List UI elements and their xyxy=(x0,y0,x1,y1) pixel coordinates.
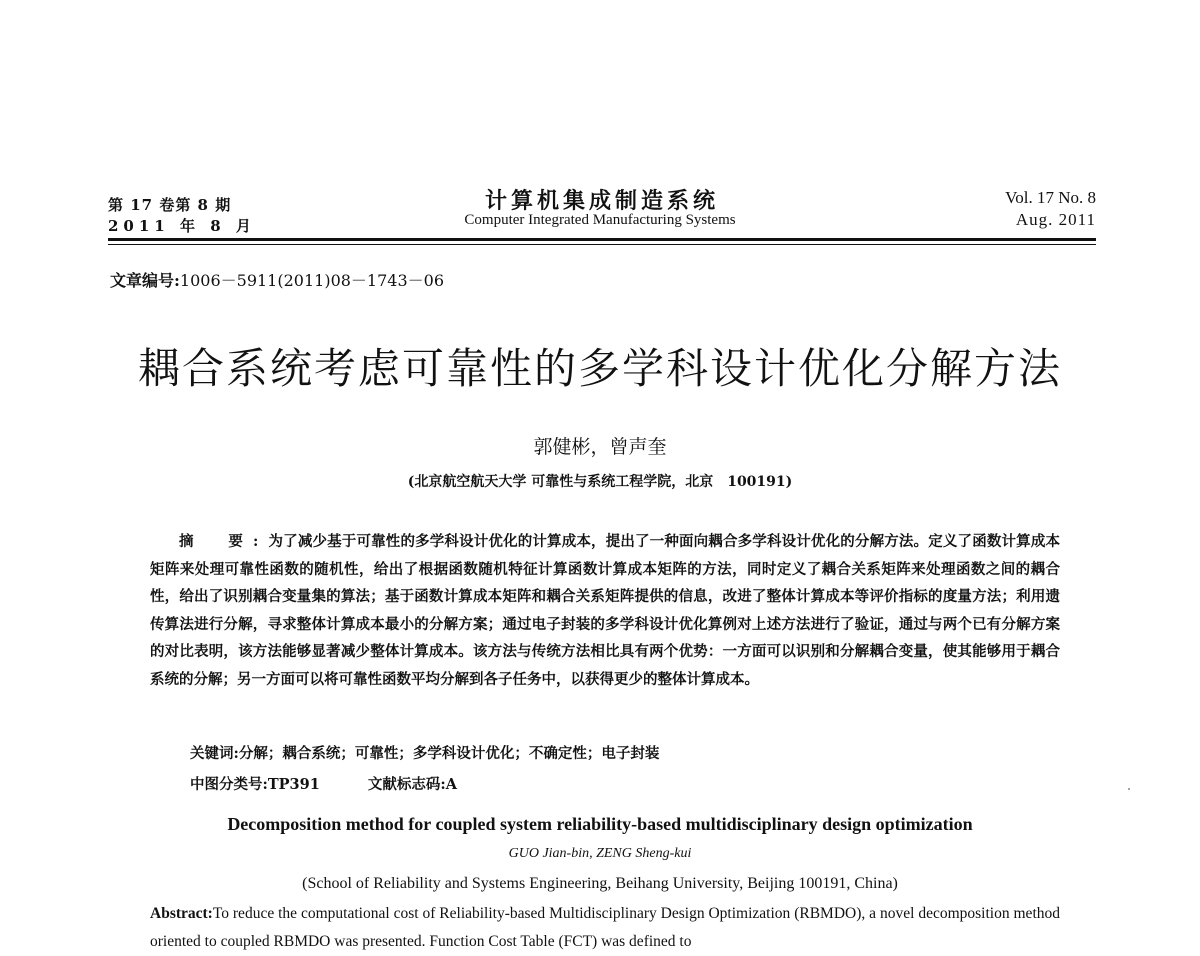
keywords-cn-text: 分解；耦合系统；可靠性；多学科设计优化；不确定性；电子封装 xyxy=(238,745,660,762)
journal-title-cn: 计算机集成制造系统 xyxy=(484,188,719,214)
paper-title-en: Decomposition method for coupled system reliability-based multidisciplinary design optimization xyxy=(227,814,973,834)
abstract-en-text: To reduce the computational cost of Reliability-based Multidisciplinary Design Optimization (RBMDO), a novel decomposition method oriented to coupled RBMDO was presented. Function Cost Table (FCT) was defined to xyxy=(150,905,1060,950)
abstract-en-label: Abstract: xyxy=(150,905,213,922)
journal-title-en: Computer Integrated Manufacturing Systems xyxy=(464,212,736,228)
date-cn: 2011 年 8 月 xyxy=(108,217,256,235)
scan-speck xyxy=(1128,788,1130,790)
abstract-en xyxy=(150,900,1060,956)
keywords-cn-label: 关键词: xyxy=(190,745,239,762)
doc-code-label: 文献标志码: xyxy=(367,776,446,793)
article-number-label: 文章编号: xyxy=(110,271,180,290)
affiliation-en: (School of Reliability and Systems Engineering, Beihang University, Beijing 100191, China) xyxy=(302,875,898,892)
affiliation-cn: (北京航空航天大学 可靠性与系统工程学院，北京 100191) xyxy=(407,474,793,490)
article-number-value: 1006－5911(2011)08－1743－06 xyxy=(179,271,445,290)
paper-title-cn: 耦合系统考虑可靠性的多学科设计优化分解方法 xyxy=(137,344,1062,393)
keywords-cn xyxy=(190,742,659,763)
header-rule-thin xyxy=(108,244,1096,245)
clc-label: 中图分类号: xyxy=(190,776,268,793)
header-rule-thick xyxy=(108,238,1096,241)
clc-value: TP391 xyxy=(267,776,320,793)
volume-cn: 第 17 卷第 8 期 xyxy=(108,196,232,214)
article-number xyxy=(110,268,444,291)
classification-cn xyxy=(190,773,457,794)
volume-en: Vol. 17 No. 8 xyxy=(1005,188,1096,207)
abstract-cn xyxy=(150,528,1060,693)
authors-cn: 郭健彬，曾声奎 xyxy=(533,436,667,458)
abstract-cn-text: 为了减少基于可靠性的多学科设计优化的计算成本，提出了一种面向耦合多学科设计优化的分解方法。定义了函数计算成本矩阵来处理可靠性函数的随机性，给出了根据函数随机特征计算函数计算成本矩阵的方法，同时定义了耦合关系矩阵来处理函数之间的耦合性，给出了识别耦合变量集的算法；基于函数计算成本矩阵和耦合关系矩阵提供的信息，改进了整体计算成本等评价指标的度量方法；利用遗传算法进行分解，寻求整体计算成本最小的分解方案；通过电子封装的多学科设计优化算例对上述方法进行了验证，通过与两个已有分解方案的对比表明，该方法能够显著减少整体计算成本。该方法与传统方法相比具有两个优势：一方面可以识别和分解耦合变量，使其能够用于耦合系统的分解；另一方面可以将可靠性函数平均分解到各子任务中，以获得更少的整体计算成本。 xyxy=(150,533,1060,688)
doc-code-value: A xyxy=(445,776,457,793)
authors-en: GUO Jian-bin, ZENG Sheng-kui xyxy=(508,846,692,861)
date-en: Aug. 2011 xyxy=(1015,210,1096,229)
abstract-cn-label: 摘 要: xyxy=(179,533,269,550)
